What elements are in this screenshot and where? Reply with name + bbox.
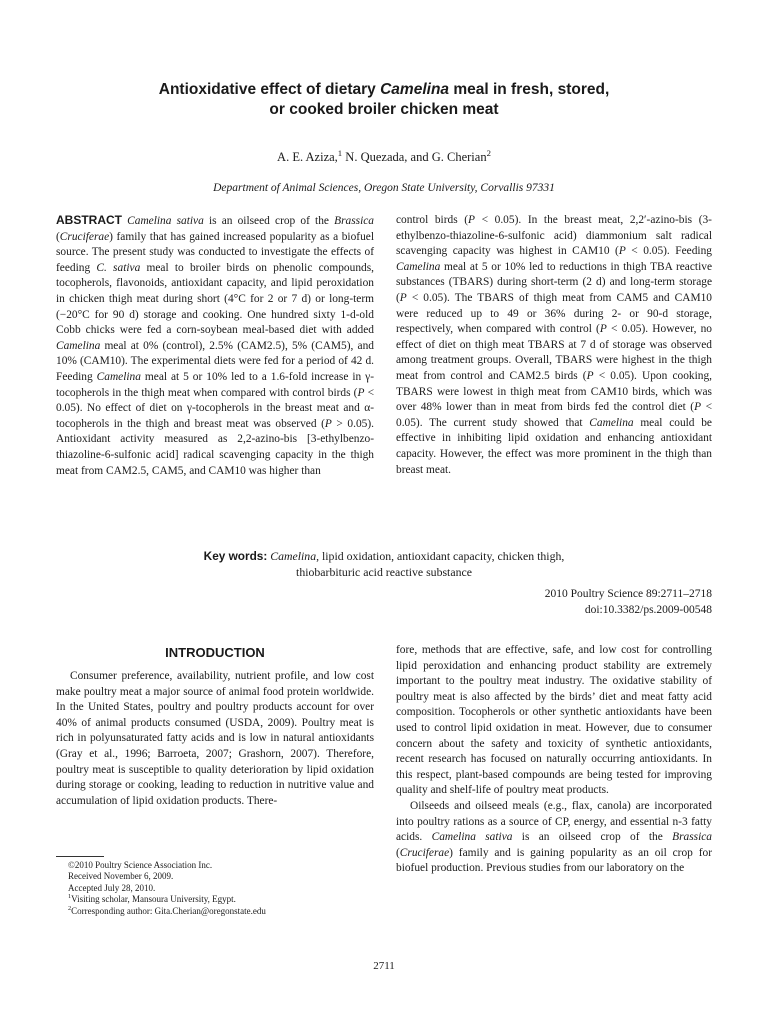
footnotes [68,860,368,917]
accepted-date: Accepted July 28, 2010. [68,882,156,893]
paragraph: fore, methods that are effective, safe, and low cost for controlling lipid peroxidation and enhancing product stability are extremely important to the poultry meat industry. The oxidative stability of poultry meat is also affected by the birds’ diet and meat fatty acid composition. Tocopherols or other synthetic antioxidants have been used to control lipid oxidation in meat. However, due to consumer concern about the safety and toxicity of synthetic antioxidants, recent research has focused on naturally occurring antioxidants. In this respect, plant-based compounds are being tested for improving quality and shelf-life of poultry meat products. [396,644,712,797]
abstract-left-column: ABSTRACT Camelina sativa is an oilseed crop of the Brassica (Cruciferae) family that has gained increased popularity as a biofuel source. The present study was conducted to investigate the effects of feeding C. sativa meal to broiler birds on phenolic compounds, tocopherols, flavonoids, antioxidant capacity, and lipid peroxidation in chicken thigh meat during short (4°C for 2 or 7 d) or long-term (−20°C for 90 d) storage and cooking. One hundred sixty 1-d-old Cobb chicks were fed a corn-soybean meal-based diet with added Camelina meal at 0% (control), 2.5% (CAM2.5), 5% (CAM5), and 10% (CAM10). The experimental diets were fed for a period of 42 d. Feeding Camelina meal at 5 or 10% led to a 1.6-fold increase in γ-tocopherols in the thigh meat when compared with control birds (P < 0.05). No effect of diet on γ-tocopherols in the breast meat and α-tocopherols in the thigh and breast meat was observed (P > 0.05). Antioxidant activity measured as 2,2-azino-bis [3-ethylbenzo-thiazoline-6-sulfonic acid] radical scavenging capacity in the thigh meat from CAM2.5, CAM5, and CAM10 was higher than [56,213,374,477]
keywords-heading: Key words: [203,549,268,563]
introduction-left-column [56,669,374,809]
abstract-heading: ABSTRACT [56,213,122,227]
footnote-divider [56,856,104,857]
copyright-note: ©2010 Poultry Science Association Inc. [68,860,213,870]
title-line-1: Antioxidative effect of dietary Camelina meal in fresh, stored, [158,81,610,98]
article-title [0,80,768,120]
affiliation: Department of Animal Sciences, Oregon State University, Corvallis 97331 [213,182,555,194]
doi: doi:10.3382/ps.2009-00548 [584,604,712,616]
paragraph: Consumer preference, availability, nutrient profile, and low cost make poultry meat a major source of animal food protein worldwide. In the United States, poultry and poultry products account for over 40% of animal products consumed (USDA, 2009). Poultry meat is rich in polyunsaturated fatty acids and is low in natural antioxidants (Gray et al., 1996; Barroeta, 2007; Grashorn, 2007). Therefore, poultry meat is susceptible to quality deterioration by lipid oxidation during storage or cooking, leading to reduction in nutritive value and accumulation of lipid oxidation products. There- [56,670,374,807]
footnote-1: $^1$Visiting scholar, Mansoura University, Egypt. [68,893,236,905]
received-date: Received November 6, 2009. [68,871,174,882]
introduction-right-column [396,643,712,877]
introduction-heading: INTRODUCTION [165,645,265,660]
keywords: Key words: Camelina, lipid oxidation, antioxidant capacity, chicken thigh, thiobarbituric acid reactive substance [203,549,565,579]
author-list: A. E. Aziza,$^1$ N. Quezada, and G. Cherian$^2$ [277,147,491,164]
journal-citation: 2010 Poultry Science 89:2711–2718 [544,588,712,600]
paragraph: Oilseeds and oilseed meals (e.g., flax, canola) are incorporated into poultry rations as a source of CP, energy, and essential n-3 fatty acids. Camelina sativa is an oilseed crop of the Brassica (Cruciferae) family and is gaining popularity as an oil crop for biofuel production. Previous studies from our laboratory on the [396,799,712,875]
title-line-2: or cooked broiler chicken meat [269,101,499,118]
footnote-2: $^2$Corresponding author: Gita.Cherian@oregonstate.edu [68,904,266,916]
abstract-right-column: control birds (P < 0.05). In the breast meat, 2,2′-azino-bis (3-ethylbenzo-thiazoline-6-sulfonic acid) diammonium salt radical scavenging capacity was highest in CAM10 (P < 0.05). Feeding Camelina meal at 5 or 10% led to reductions in thigh TBA reactive substances (TBARS) during short-term (2 d) and long-term storage (P < 0.05). The TBARS of thigh meat from CAM5 and CAM10 were reduced up to 49 or 36% during 2- or 90-d storage, respectively, when compared with control (P < 0.05). However, no effect of diet on thigh meat TBARS at 7 d of storage was observed among treatment groups. Overall, TBARS were highest in the thigh meat from control and CAM2.5 birds (P < 0.05). Upon cooking, TBARS were lowest in thigh meat from CAM10 birds, which was over 48% lower than in meat from birds fed the control diet (P < 0.05). The current study showed that Camelina meal could be effective in inhibiting lipid oxidation and enhancing antioxidant capacity. However, the effect was more prominent in the thigh than breast meat. [396,214,712,476]
citation [545,586,712,618]
page-number: 2711 [373,960,395,972]
